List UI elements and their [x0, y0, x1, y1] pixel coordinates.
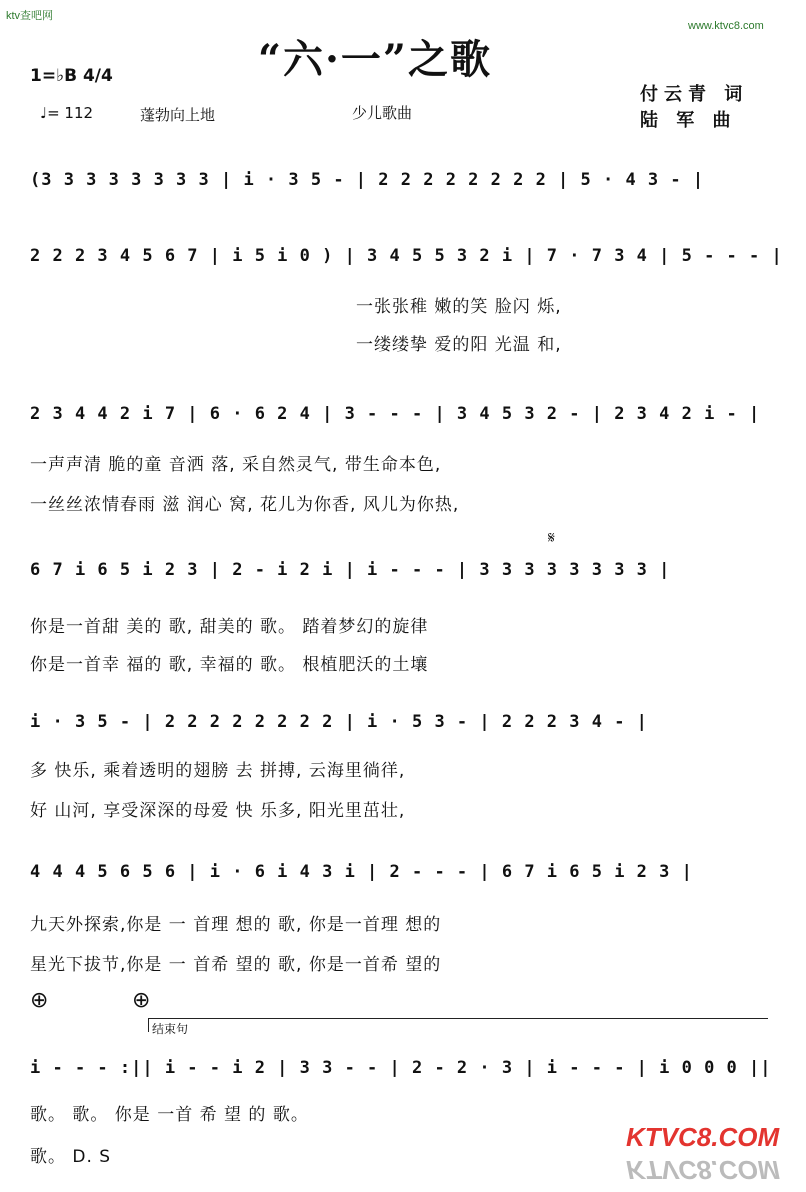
notation-line-2: 2 2 2 3 4 5 6 7 | i 5 i 0 ) | 3 4 5 5 3 2 i | 7 · 7 3 4 | 5 - - - | [30, 246, 783, 266]
ending-bracket-left [148, 1018, 149, 1032]
expression-marking: 蓬勃向上地 [140, 106, 216, 124]
lyric-line-6a: 九天外探索,你是 一 首理 想的 歌, 你是一首理 想的 [30, 915, 442, 935]
ending-label: 结束句 [152, 1022, 189, 1036]
notation-line-4: 6 7 i 6 5 i 2 3 | 2 - i 2 i | i - - - | 3 3 3 3 3 3 3 3 | [30, 560, 671, 580]
key-signature: 1=♭B 4/4 [30, 66, 113, 86]
site-logo-reflection: KTVC8.COM [626, 1155, 780, 1185]
notation-line-7: i - - - :|| i - - i 2 | 3 3 - - | 2 - 2 · 3 | i - - - | i 0 0 0 || [30, 1058, 772, 1078]
lyric-line-3a: 一声声清 脆的童 音洒 落, 采自然灵气, 带生命本色, [30, 455, 442, 475]
notation-line-1: (3 3 3 3 3 3 3 3 | i · 3 5 - | 2 2 2 2 2 2 2 2 | 5 · 4 3 - | [30, 170, 705, 190]
lyric-line-4a: 你是一首甜 美的 歌, 甜美的 歌。 踏着梦幻的旋律 [30, 617, 429, 637]
watermark-right: www.ktvc8.com [688, 20, 764, 32]
watermark-left: ktv查吧网 [6, 10, 54, 22]
lyric-line-7b: 歌。 D. S [30, 1147, 112, 1167]
notation-line-3: 2 3 4 4 2 i 7 | 6 · 6 2 4 | 3 - - - | 3 4 5 3 2 - | 2 3 4 2 i - | [30, 404, 761, 424]
coda-sign-1: ⊕ [30, 988, 49, 1013]
lyric-line-2a: 一张张稚 嫩的笑 脸闪 烁, [356, 297, 562, 317]
segno-sign: 𝄋 [548, 528, 555, 547]
coda-sign-2: ⊕ [132, 988, 151, 1013]
site-logo: KTVC8.COM [626, 1122, 780, 1152]
lyric-line-2b: 一缕缕挚 爱的阳 光温 和, [356, 335, 562, 355]
lyric-line-6b: 星光下拔节,你是 一 首希 望的 歌, 你是一首希 望的 [30, 955, 442, 975]
song-genre: 少儿歌曲 [352, 104, 413, 122]
notation-line-5: i · 3 5 - | 2 2 2 2 2 2 2 2 | i · 5 3 - | 2 2 2 3 4 - | [30, 712, 648, 732]
lyric-line-3b: 一丝丝浓情春雨 滋 润心 窝, 花儿为你香, 风儿为你热, [30, 495, 460, 515]
ending-bracket-line [148, 1018, 768, 1019]
composer-credit: 陆 军 曲 [640, 110, 737, 131]
lyricist-credit: 付云青 词 [640, 84, 749, 105]
lyric-line-5a: 多 快乐, 乘着透明的翅膀 去 拼搏, 云海里徜徉, [30, 761, 406, 781]
lyric-line-5b: 好 山河, 享受深深的母爱 快 乐多, 阳光里茁壮, [30, 801, 406, 821]
tempo-marking: ♩= 112 [40, 104, 94, 122]
notation-line-6: 4 4 4 5 6 5 6 | i · 6 i 4 3 i | 2 - - - | 6 7 i 6 5 i 2 3 | [30, 862, 693, 882]
lyric-line-7a: 歌。 歌。 你是 一首 希 望 的 歌。 [30, 1105, 309, 1125]
page-title: “六·一”之歌 [258, 36, 492, 83]
lyric-line-4b: 你是一首幸 福的 歌, 幸福的 歌。 根植肥沃的土壤 [30, 655, 429, 675]
